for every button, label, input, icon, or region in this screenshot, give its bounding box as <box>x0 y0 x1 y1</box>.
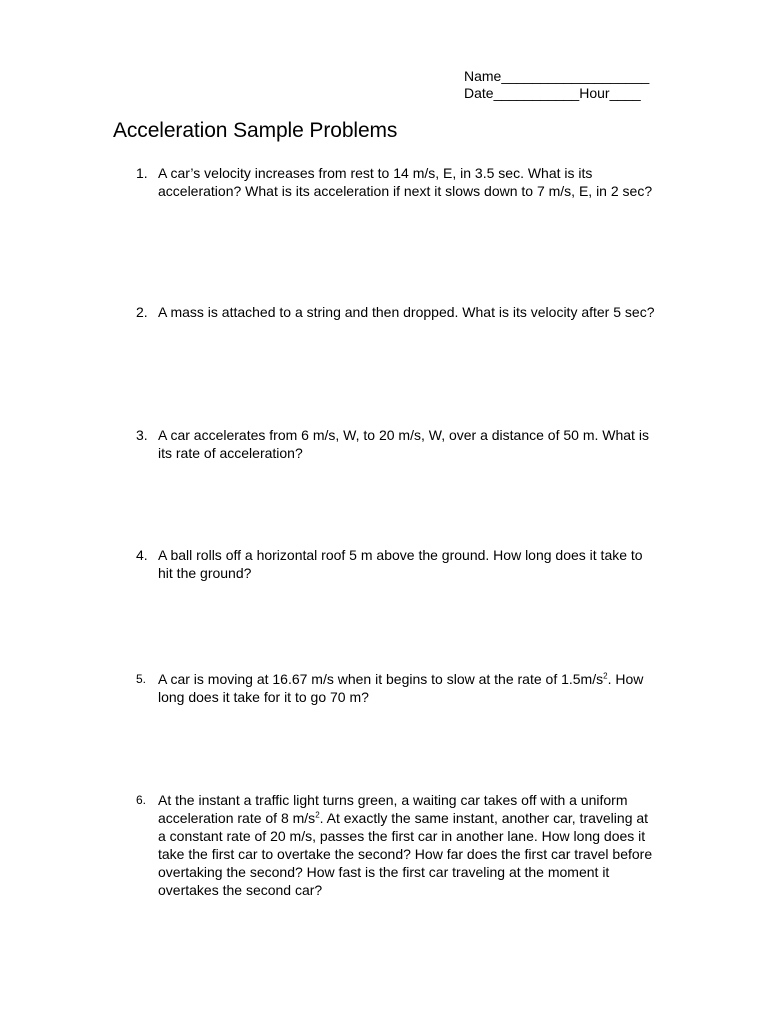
problem-number: 4. <box>136 547 148 563</box>
problem-text: A car accelerates from 6 m/s, W, to 20 m/s, W, over a distance of 50 m. What is its rate of acceleration? <box>158 427 649 461</box>
problem-text: A ball rolls off a horizontal roof 5 m above the ground. How long does it take to hit the ground? <box>158 547 643 581</box>
exponent: 2 <box>315 810 320 820</box>
problem-number: 6. <box>136 793 147 807</box>
problem-text: A car’s velocity increases from rest to 14 m/s, E, in 3.5 sec. What is its acceleration? What is its acceleration if next it slows down to 7 m/s, E, in 2 sec? <box>158 165 653 199</box>
problem-text-part: A car is moving at 16.67 m/s when it begins to slow at the rate of 1.5m/s <box>158 671 604 687</box>
problem-text-part: . At exactly the same instant, another car, traveling at a constant rate of 20 m/s, passes the first car in another lane. How long does it take the first car to overtake the second? How far does the first car travel before overtaking the second? How fast is the first car traveling at the moment it overtakes the second car? <box>158 810 653 898</box>
problem-number: 1. <box>136 165 148 181</box>
problem-number: 3. <box>136 427 148 443</box>
problem-text-part: . How long does it take for it to go 70 m? <box>158 671 644 705</box>
problem-text <box>158 791 656 899</box>
exponent: 2 <box>603 671 608 681</box>
problem-number: 5. <box>136 672 147 686</box>
name-line: Name___________________ <box>464 68 650 84</box>
problem-number: 2. <box>136 304 148 320</box>
problem-text: A mass is attached to a string and then dropped. What is its velocity after 5 sec? <box>158 304 655 320</box>
problem-text-part: At the instant a traffic light turns green, a waiting car takes off with a uniform acceleration rate of 8 m/s <box>158 792 628 826</box>
problem-text <box>158 670 656 706</box>
page-title: Acceleration Sample Problems <box>113 119 398 142</box>
header-fields <box>464 68 649 102</box>
date-hour-line: Date___________Hour____ <box>464 85 641 101</box>
